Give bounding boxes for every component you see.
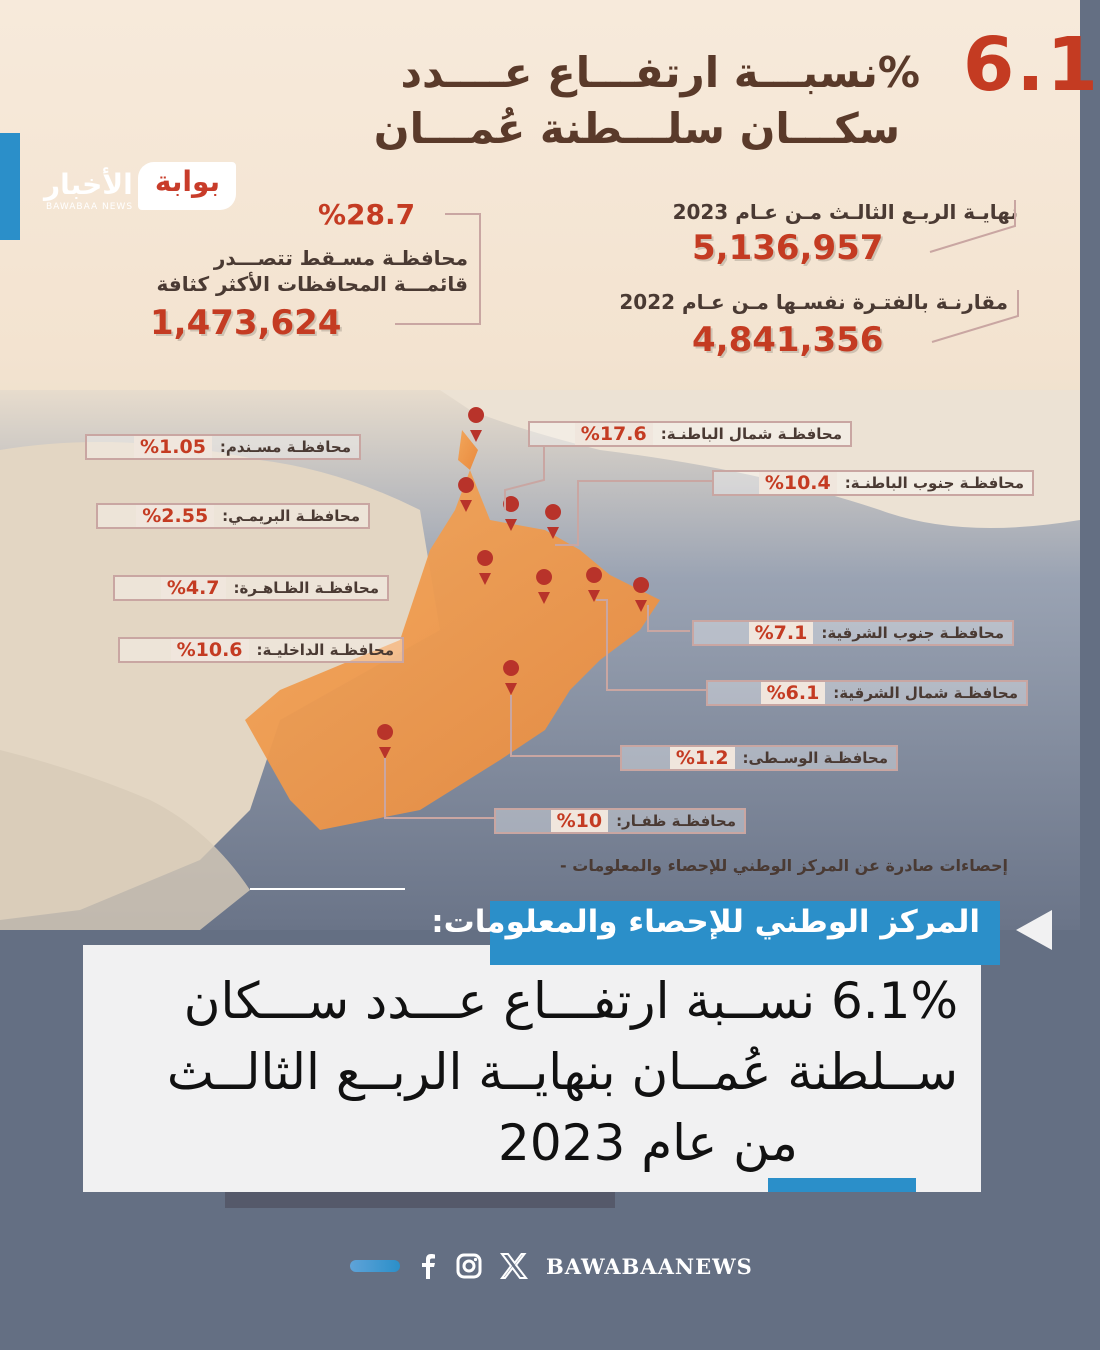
headline-line1: 6.1% نســبة ارتفـــاع عـــدد ســـكان	[183, 972, 958, 1030]
province-north-sharqiyah: محافظـة شمال الشرقية: %6.1	[706, 680, 1028, 706]
province-north-batinah: محافظـة شمال الباطنـة: %17.6	[528, 421, 852, 447]
x-icon[interactable]	[500, 1253, 528, 1279]
brand-name: BAWABAANEWS	[546, 1253, 753, 1279]
logo-text: بوابة	[154, 165, 221, 198]
source-tag-text: المركز الوطني للإحصاء والمعلومات:	[431, 904, 980, 940]
pin-icon	[536, 569, 552, 604]
logo-subtitle: BAWABAA NEWS	[46, 202, 134, 212]
accent-bar	[768, 1178, 916, 1192]
shadow-bar	[225, 1192, 615, 1208]
q3-label: نهايـة الربـع الثالـث مـن عـام 2023	[672, 200, 1018, 224]
logo-ghost-text: الأخبار	[44, 168, 133, 201]
title-percentage: 6.1	[962, 22, 1100, 108]
province-dhahirah: محافظـة الظـاهـرة: %4.7	[113, 575, 389, 601]
pin-icon	[633, 577, 649, 612]
province-dhofar: محافظـة ظفـار: %10	[494, 808, 746, 834]
instagram-icon[interactable]	[456, 1253, 482, 1279]
pin-icon	[458, 477, 474, 512]
facebook-icon[interactable]	[418, 1253, 438, 1279]
muscat-label-line2: قائمـــة المحافظات الأكثر كثافة	[156, 272, 468, 296]
footer	[350, 1246, 753, 1286]
pin-icon	[586, 567, 602, 602]
province-south-sharqiyah: محافظـة جنوب الشرقية: %7.1	[692, 620, 1014, 646]
muscat-percentage: %28.7	[318, 198, 416, 231]
province-wusta: محافظـة الوسـطى: %1.2	[620, 745, 898, 771]
province-musandam: محافظـة مسـندم: %1.05	[85, 434, 361, 460]
play-arrow-icon	[1016, 910, 1052, 950]
pill-decoration	[350, 1260, 400, 1272]
headline-line2: ســلطنة عُمــان بنهايــة الربــع الثالــث	[166, 1043, 958, 1101]
headline	[118, 966, 958, 1179]
pin-icon	[477, 550, 493, 585]
province-dakhiliyah: محافظـة الداخليـة: %10.6	[118, 637, 404, 663]
infographic-title-line2: سكـــان سلـــطنة عُمـــان	[373, 104, 900, 153]
divider	[250, 888, 405, 890]
pin-icon	[377, 724, 393, 759]
pin-icon	[503, 660, 519, 695]
source-note: إحصاءات صادرة عن المركز الوطني للإحصاء والمعلومات -	[560, 856, 1008, 875]
headline-line3: من عام 2023	[498, 1114, 798, 1172]
muscat-label-line1: محافظـة مسـقط تتصـــدر	[213, 246, 468, 270]
province-buraimi: محافظـة البريمـي: %2.55	[96, 503, 370, 529]
pin-icon	[545, 504, 561, 539]
infographic-title-line1: %نسبـــة ارتفـــاع عــــدد 6.1	[400, 22, 1100, 108]
comparison-value: 4,841,356	[692, 320, 884, 360]
comparison-label: مقارنـة بالفتـرة نفسـها مـن عـام 2022	[619, 290, 1008, 314]
province-south-batinah: محافظـة جنوب الباطنـة: %10.4	[712, 470, 1034, 496]
pin-icon	[468, 407, 484, 442]
q3-value: 5,136,957	[692, 228, 884, 268]
muscat-value: 1,473,624	[150, 303, 342, 343]
